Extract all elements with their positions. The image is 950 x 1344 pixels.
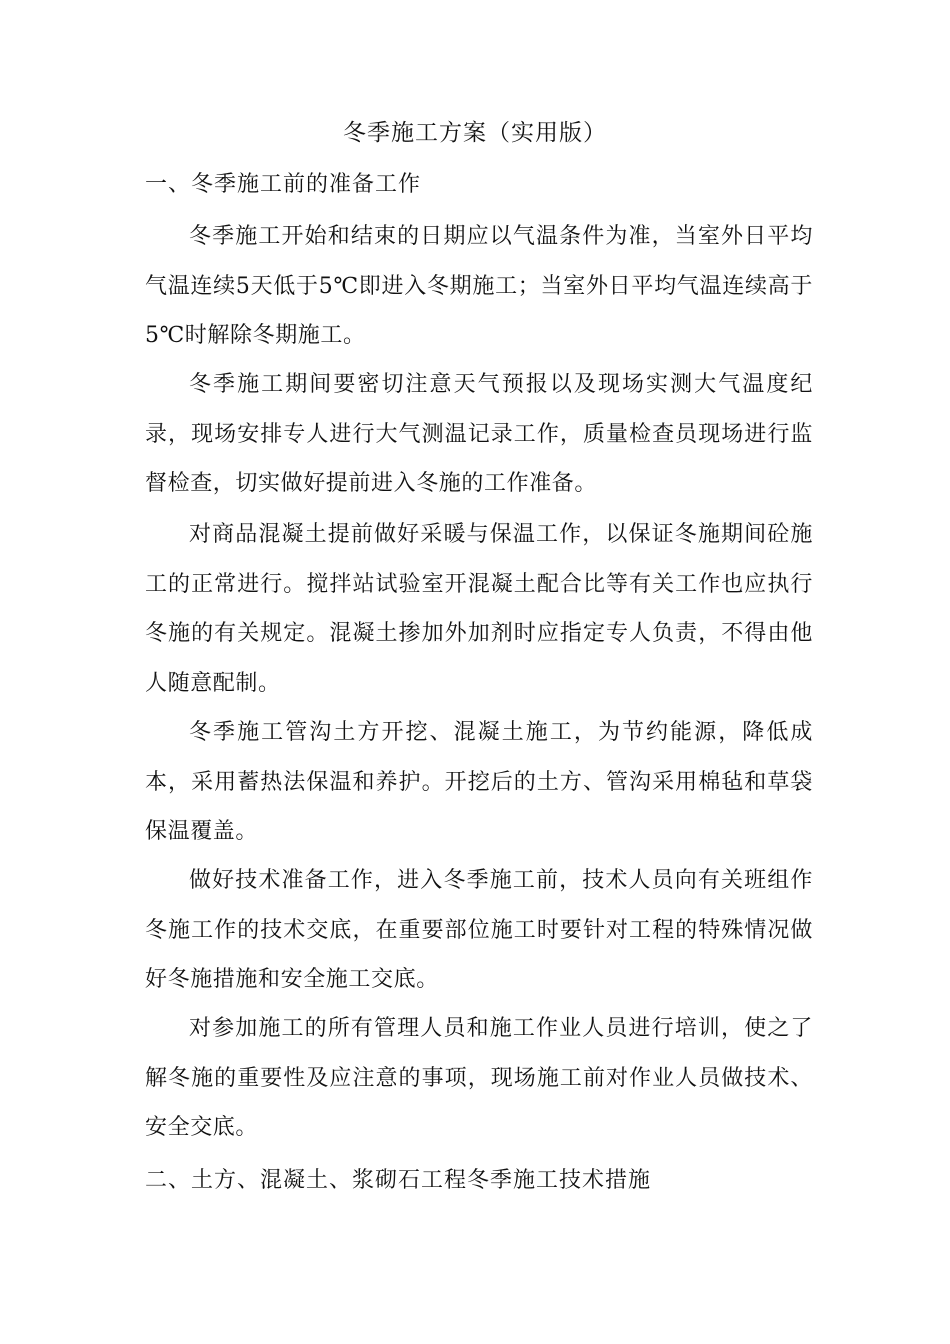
paragraph-1: 冬季施工开始和结束的日期应以气温条件为准，当室外日平均气温连续5天低于5℃即进入冬期施工；当室外日平均气温连续高于5℃时解除冬期施工。 xyxy=(145,224,813,348)
paragraph-5: 做好技术准备工作，进入冬季施工前，技术人员向有关班组作冬施工作的技术交底，在重要部位施工时要针对工程的特殊情况做好冬施措施和安全施工交底。 xyxy=(145,868,813,992)
paragraph-4: 冬季施工管沟土方开挖、混凝土施工，为节约能源，降低成本，采用蓄热法保温和养护。开挖后的土方、管沟采用棉毡和草袋保温覆盖。 xyxy=(145,720,813,844)
section-heading-2: 二、土方、混凝土、浆砌石工程冬季施工技术措施 xyxy=(145,1168,652,1193)
paragraph-3: 对商品混凝土提前做好采暖与保温工作，以保证冬施期间砼施工的正常进行。搅拌站试验室开混凝土配合比等有关工作也应执行冬施的有关规定。混凝土掺加外加剂时应指定专人负责，不得由他人随意配制。 xyxy=(145,522,813,696)
document-title: 冬季施工方案（实用版） xyxy=(343,120,607,146)
paragraph-6: 对参加施工的所有管理人员和施工作业人员进行培训，使之了解冬施的重要性及应注意的事项，现场施工前对作业人员做技术、安全交底。 xyxy=(145,1016,813,1140)
paragraph-2: 冬季施工期间要密切注意天气预报以及现场实测大气温度纪录，现场安排专人进行大气测温记录工作，质量检查员现场进行监督检查，切实做好提前进入冬施的工作准备。 xyxy=(145,372,813,496)
section-heading-1: 一、冬季施工前的准备工作 xyxy=(145,172,422,197)
